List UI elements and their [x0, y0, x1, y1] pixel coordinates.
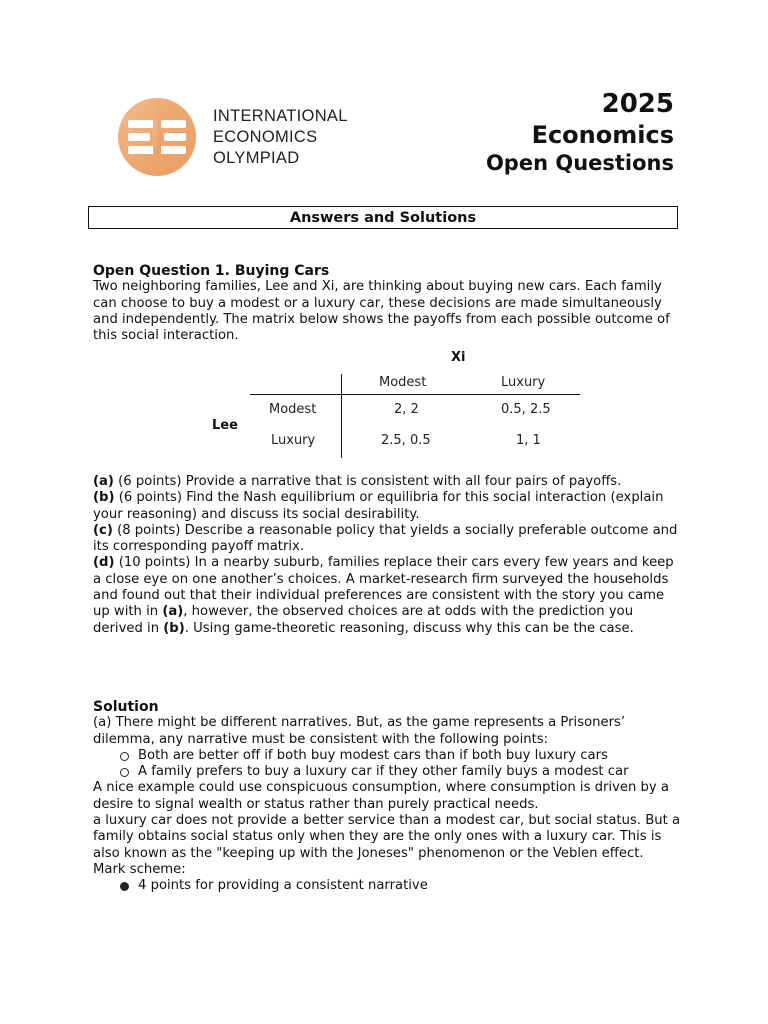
org-line-1: INTERNATIONAL — [213, 107, 348, 125]
title-section: Open Questions — [485, 151, 674, 175]
list-item: Both are better off if both buy modest cars than if both buy luxury cars — [93, 748, 683, 764]
row-label-modest: Modest — [269, 402, 317, 417]
org-line-2: ECONOMICS — [213, 128, 318, 146]
question-block — [93, 263, 683, 344]
document-title — [486, 88, 674, 177]
mark-scheme-label: Mark scheme: — [93, 861, 186, 877]
col-player-label: Xi — [451, 350, 466, 365]
solution-paragraph-2: a luxury car does not provide a better service than a modest car, but social status. But a family obtains social status only when they are the only ones with a luxury car. This is also known as the "keeping up with the Joneses" phenomenon or the Veblen effect. — [93, 813, 681, 861]
row-player-label: Lee — [212, 418, 238, 433]
payoff-cell-ll: 1, 1 — [516, 433, 541, 448]
solution-paragraph-1: A nice example could use conspicuous consumption, where consumption is driven by a desire to signal wealth or status rather than purely practical needs. — [93, 780, 669, 812]
mark-scheme-list — [93, 878, 683, 894]
answers-banner: Answers and Solutions — [88, 206, 678, 229]
part-a: (a) (6 points) Provide a narrative that is consistent with all four pairs of payoffs. — [93, 474, 622, 489]
org-line-3: OLYMPIAD — [213, 149, 300, 167]
list-item: 4 points for providing a consistent narrative — [93, 878, 683, 894]
solution-intro: (a) There might be different narratives. But, as the game represents a Prisoners’ dilemma, any narrative must be consistent with the following points: — [93, 715, 626, 747]
question-parts — [93, 474, 683, 637]
matrix-row-divider — [341, 374, 342, 458]
payoff-cell-lm: 2.5, 0.5 — [381, 433, 431, 448]
part-d: (d) (10 points) In a nearby suburb, families replace their cars every few years and keep a close eye on one another’s choices. A market-research firm surveyed the households and found out that their individual preferences are consistent with the story you came up with in (a), however, the observed choices are at odds with the prediction you derived in (b). Using game-theoretic reasoning, discuss why this can be the case. — [93, 555, 674, 636]
part-c: (c) (8 points) Describe a reasonable policy that yields a socially preferable outcome and its corresponding payoff matrix. — [93, 522, 678, 555]
title-year: 2025 — [601, 89, 674, 119]
matrix-header-divider — [250, 394, 580, 395]
list-item: A family prefers to buy a luxury car if they other family buys a modest car — [93, 764, 683, 780]
title-subject: Economics — [531, 121, 674, 149]
col-label-modest: Modest — [379, 375, 427, 390]
solution-title: Solution — [93, 699, 159, 715]
payoff-cell-mm: 2, 2 — [394, 402, 419, 417]
solution-block — [93, 699, 683, 895]
question-intro: Two neighboring families, Lee and Xi, are thinking about buying new cars. Each family can choose to buy a modest or a luxury car, these decisions are made simultaneously and independently. The matrix below shows the payoffs from each possible outcome of this social interaction. — [93, 279, 670, 344]
col-label-luxury: Luxury — [501, 375, 546, 390]
row-label-luxury: Luxury — [271, 433, 316, 448]
solution-points — [93, 748, 683, 781]
payoff-cell-ml: 0.5, 2.5 — [501, 402, 551, 417]
organization-name — [213, 106, 348, 169]
part-b: (b) (6 points) Find the Nash equilibrium or equilibria for this social interaction (explain your reasoning) and discuss its social desirability. — [93, 490, 664, 522]
question-title: Open Question 1. Buying Cars — [93, 263, 330, 279]
olympiad-logo-icon — [116, 96, 198, 178]
